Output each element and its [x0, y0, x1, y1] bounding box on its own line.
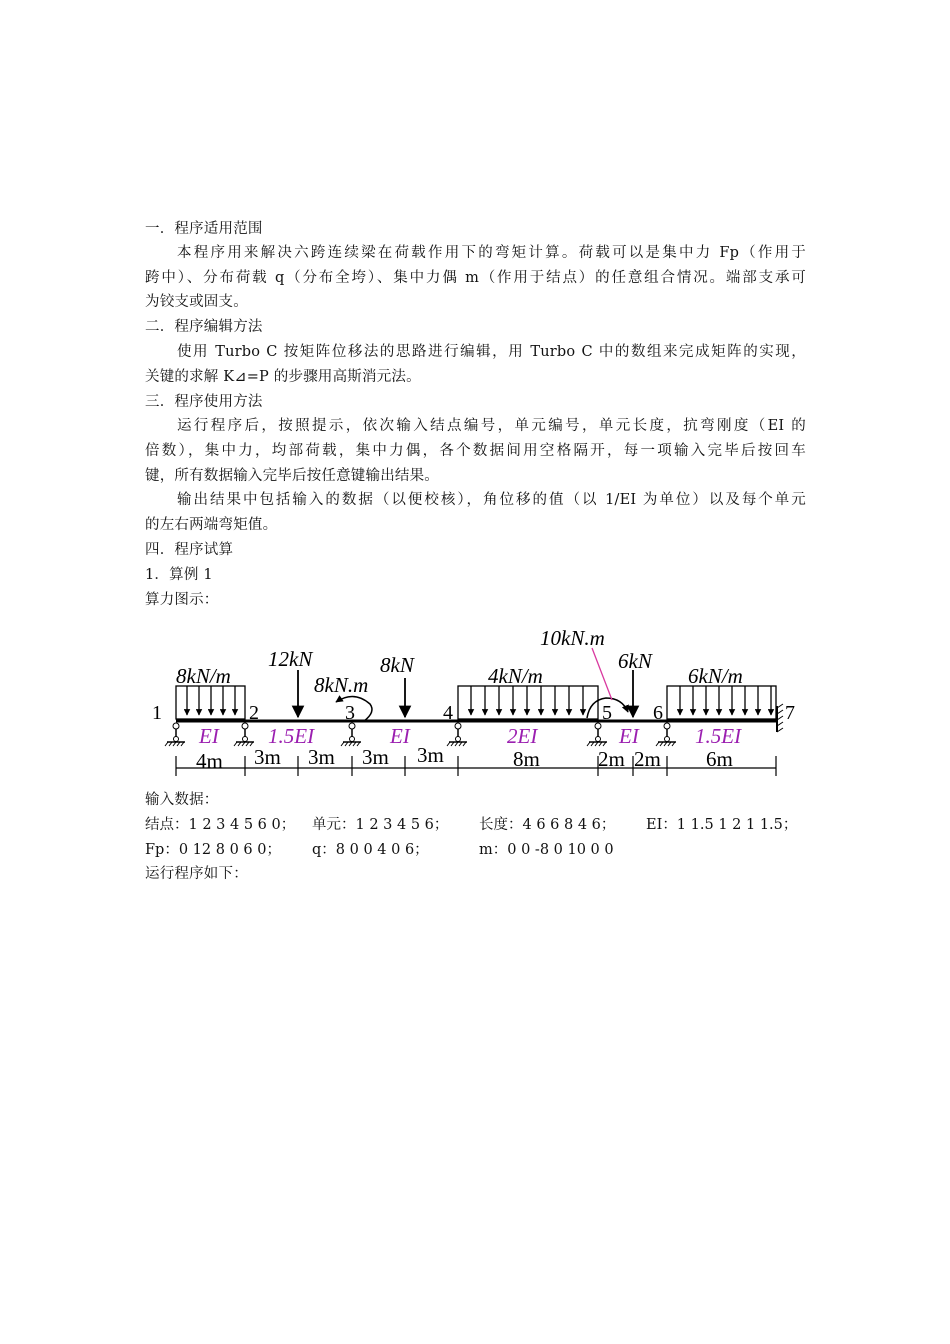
- section-1-paragraph-line: 本程序用来解决六跨连续梁在荷载作用下的弯矩计算。荷载可以是集中力 Fp（作用于: [177, 245, 806, 261]
- ei-label: EI: [390, 724, 410, 748]
- load-label: 8kN.m: [314, 673, 369, 697]
- load-label: 8kN/m: [176, 664, 231, 688]
- input-elements: 单元：1 2 3 4 5 6；: [312, 817, 449, 833]
- span-length-label: 6m: [706, 747, 733, 771]
- section-1-paragraph-line: 跨中）、分布荷载 q（分布全垮）、集中力偶 m（作用于结点）的任意组合情况。端部支承可: [145, 270, 806, 286]
- figure-caption: 算力图示：: [145, 592, 219, 608]
- pin-support-icon: [234, 723, 254, 746]
- node-label: 3: [345, 702, 355, 724]
- input-ei: EI：1 1.5 1 2 1 1.5；: [646, 817, 798, 833]
- distributed-load-span-6: [667, 686, 776, 719]
- input-nodes: 结点：1 2 3 4 5 6 0；: [145, 817, 296, 833]
- distributed-load-span-1: [176, 686, 245, 719]
- span-length-label: 3m: [417, 743, 444, 767]
- beam-diagram: [140, 620, 810, 790]
- load-label: 10kN.m: [540, 626, 605, 650]
- load-label: 8kN: [380, 653, 414, 677]
- ei-label: 1.5EI: [268, 724, 315, 748]
- input-fp: Fp：0 12 8 0 6 0；: [145, 842, 281, 858]
- input-lengths: 长度：4 6 6 8 4 6；: [479, 817, 616, 833]
- node-label: 5: [602, 702, 612, 724]
- ei-label: EI: [619, 724, 639, 748]
- section-3-heading: 三．程序使用方法: [145, 394, 263, 410]
- section-2-paragraph-line: 关键的求解 K⊿=P 的步骤用高斯消元法。: [145, 369, 421, 385]
- node-label: 2: [249, 702, 259, 724]
- section-3-paragraph-line: 输出结果中包括输入的数据（以便校核），角位移的值（以 1/EI 为单位）以及每个单元: [177, 492, 806, 508]
- span-length-label: 3m: [308, 745, 335, 769]
- ei-label: 2EI: [507, 724, 538, 748]
- input-m: m：0 0 -8 0 10 0 0: [479, 842, 614, 858]
- fixed-support-icon: [777, 704, 783, 732]
- node-label: 6: [653, 702, 663, 724]
- distributed-load-span-4: [458, 686, 598, 719]
- span-length-label: 3m: [362, 745, 389, 769]
- section-1-paragraph-line: 为铰支或固支。: [145, 294, 248, 310]
- span-length-label: 2m: [598, 747, 625, 771]
- pointer-line: [592, 648, 612, 700]
- footer-text: 运行程序如下：: [145, 866, 248, 882]
- pin-support-icon: [341, 723, 361, 746]
- load-label: 6kN: [618, 649, 652, 673]
- input-q: q：8 0 0 4 0 6；: [312, 842, 429, 858]
- section-3-paragraph-line: 倍数），集中力，均部荷载，集中力偶，各个数据间用空格隔开，每一项输入完毕后按回车: [145, 443, 806, 459]
- pin-support-icon: [656, 723, 676, 746]
- section-1-heading: 一．程序适用范围: [145, 221, 263, 237]
- pin-support-icon: [447, 723, 467, 746]
- node-label: 4: [443, 702, 453, 724]
- section-3-paragraph-line: 的左右两端弯矩值。: [145, 517, 278, 533]
- span-length-label: 8m: [513, 747, 540, 771]
- load-label: 12kN: [268, 647, 313, 671]
- span-length-label: 2m: [634, 747, 661, 771]
- span-length-label: 3m: [254, 745, 281, 769]
- section-2-paragraph-line: 使用 Turbo C 按矩阵位移法的思路进行编辑，用 Turbo C 中的数组来完成矩阵的实现，: [177, 344, 806, 360]
- ei-label: 1.5EI: [695, 724, 742, 748]
- load-label: 6kN/m: [688, 664, 743, 688]
- pin-support-icon: [587, 723, 607, 746]
- input-heading: 输入数据：: [145, 792, 219, 808]
- pin-support-icon: [165, 723, 185, 746]
- example-title: 1．算例 1: [145, 567, 213, 583]
- span-length-label: 4m: [196, 749, 223, 773]
- section-3-paragraph-line: 运行程序后，按照提示，依次输入结点编号，单元编号，单元长度，抗弯刚度（EI 的: [177, 418, 806, 434]
- section-4-heading: 四．程序试算: [145, 542, 234, 558]
- section-2-heading: 二．程序编辑方法: [145, 319, 263, 335]
- node-label: 1: [152, 702, 162, 724]
- section-3-paragraph-line: 键，所有数据输入完毕后按任意键输出结果。: [145, 468, 439, 484]
- load-label: 4kN/m: [488, 664, 543, 688]
- ei-label: EI: [199, 724, 219, 748]
- node-label: 7: [785, 702, 795, 724]
